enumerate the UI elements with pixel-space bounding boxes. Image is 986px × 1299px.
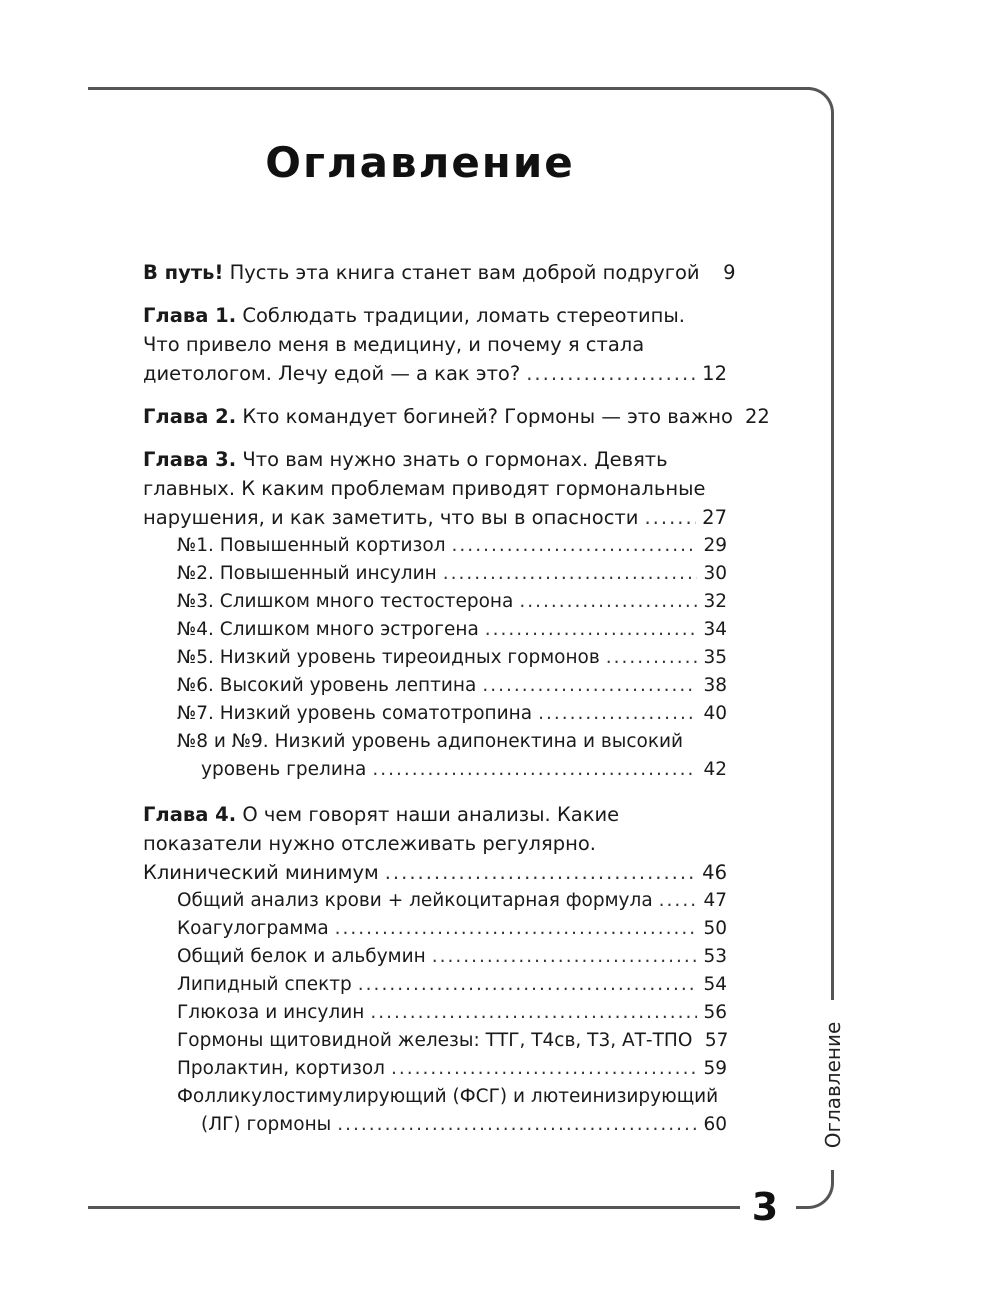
dot-leader xyxy=(385,858,696,887)
dot-leader xyxy=(526,359,696,388)
toc-subentry[interactable]: №1. Повышенный кортизол ..... 29 xyxy=(143,532,727,560)
page-title: Оглавление xyxy=(265,138,575,187)
frame-top-line xyxy=(88,87,810,90)
page-ref: 12 xyxy=(702,362,727,385)
page-number: 3 xyxy=(751,1185,779,1229)
toc-subentry[interactable]: Фолликулостимулирующий (ФСГ) и лютеинизирующий (ЛГ) гормоны ..... 60 xyxy=(143,1083,727,1139)
toc-subentry[interactable]: Глюкоза и инсулин ..... 56 xyxy=(143,999,727,1027)
toc-subentry[interactable]: Гормоны щитовидной железы: ТТГ, Т4св, Т3, АТ-ТПО 57 xyxy=(177,1030,729,1051)
side-running-head: Оглавление xyxy=(821,1021,845,1149)
toc-entry-chapter-3[interactable]: Глава 3. Что вам нужно знать о гормонах. Девять главных. К каким проблемам приводят гормональные нарушения, и как заметить, что вы в опасности ..... 27 xyxy=(143,445,727,532)
toc-subentry[interactable]: №5. Низкий уровень тиреоидных гормонов ..... 35 xyxy=(143,644,727,672)
toc-subentry[interactable]: Общий белок и альбумин ..... 53 xyxy=(143,943,727,971)
toc-subentry[interactable]: №6. Высокий уровень лептина ..... 38 xyxy=(143,672,727,700)
toc-subentry[interactable]: №7. Низкий уровень соматотропина ..... 40 xyxy=(143,700,727,728)
table-of-contents xyxy=(143,258,770,1139)
toc-subentry[interactable]: Коагулограмма ..... 50 xyxy=(143,915,727,943)
frame-bottom-line xyxy=(88,1206,740,1209)
toc-entry-chapter-4[interactable]: Глава 4. О чем говорят наши анализы. Какие показатели нужно отслеживать регулярно. Клинический минимум ..... 46 xyxy=(143,800,727,887)
toc-subentry[interactable]: Пролактин, кортизол ..... 59 xyxy=(143,1055,727,1083)
toc-subentry[interactable]: Общий анализ крови + лейкоцитарная формула ..... 47 xyxy=(143,887,727,915)
page-ref: 22 xyxy=(744,405,770,428)
toc-subentry[interactable]: №2. Повышенный инсулин ..... 30 xyxy=(143,560,727,588)
toc-subentry[interactable]: №3. Слишком много тестостерона ..... 32 xyxy=(143,588,727,616)
toc-entry-chapter-1[interactable]: Глава 1. Соблюдать традиции, ломать стереотипы. Что привело меня в медицину, и почему я стала диетологом. Лечу едой — а как это? ..... 12 xyxy=(143,301,727,388)
toc-entry-chapter-2[interactable]: Глава 2. Кто командует богиней? Гормоны — это важно 22 xyxy=(143,402,727,431)
toc-entry-intro[interactable]: В путь! Пусть эта книга станет вам доброй подругой 9 xyxy=(143,258,727,287)
page-ref: 46 xyxy=(702,861,727,884)
dot-leader xyxy=(644,503,696,532)
toc-subentry[interactable]: №8 и №9. Низкий уровень адипонектина и высокий уровень грелина ..... 42 xyxy=(143,728,727,784)
toc-subentry[interactable]: Липидный спектр ..... 54 xyxy=(143,971,727,999)
page-ref: 27 xyxy=(702,506,727,529)
page-ref: 9 xyxy=(723,261,736,284)
toc-subentry[interactable]: №4. Слишком много эстрогена ..... 34 xyxy=(143,616,727,644)
